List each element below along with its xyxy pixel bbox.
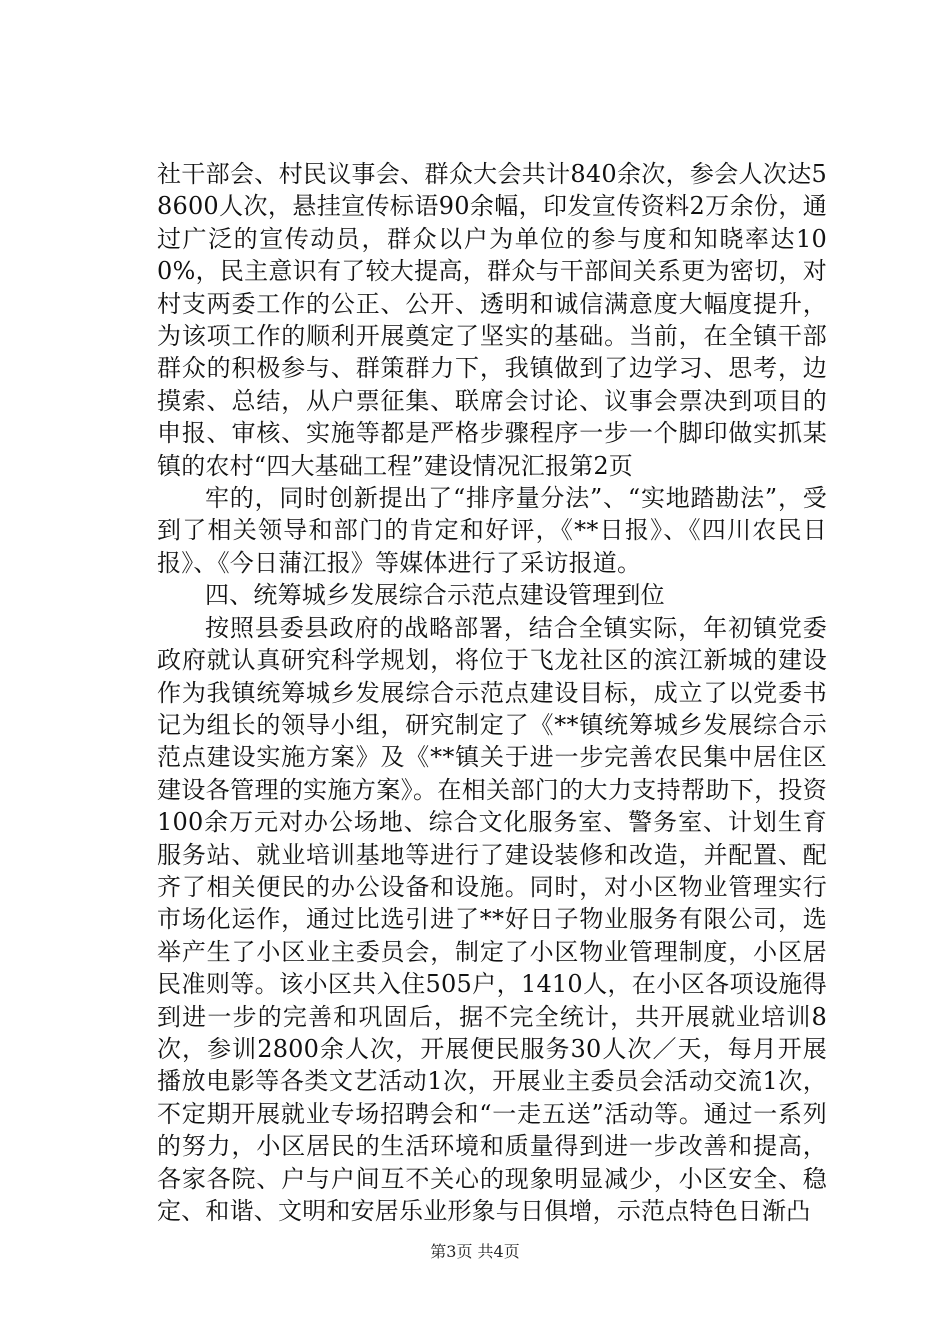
section-heading: 四、统筹城乡发展综合示范点建设管理到位: [205, 581, 665, 610]
document-body: [157, 158, 827, 1227]
page-footer: 第3页 共4页: [430, 1242, 520, 1261]
paragraph-1: 社干部会、村民议事会、群众大会共计840余次，参会人次达58600人次，悬挂宣传标语90余幅，印发宣传资料2万余份，通过广泛的宣传动员，群众以户为单位的参与度和知晓率达100%，民主意识有了较大提高，群众与干部间关系更为密切，对村支两委工作的公正、公开、透明和诚信满意度大幅度提升，为该项工作的顺利开展奠定了坚实的基础。当前，在全镇干部群众的积极参与、群策群力下，我镇做到了边学习、思考，边摸索、总结，从户票征集、联席会讨论、议事会票决到项目的申报、审核、实施等都是严格步骤程序一步一个脚印做实抓某镇的农村“四大基础工程”建设情况汇报第2页: [157, 160, 827, 480]
paragraph-2: 牢的，同时创新提出了“排序量分法”、“实地踏勘法”，受到了相关领导和部门的肯定和好评，《**日报》、《四川农民日报》、《今日蒲江报》等媒体进行了采访报道。: [157, 484, 827, 577]
paragraph-3: 按照县委县政府的战略部署，结合全镇实际，年初镇党委政府就认真研究科学规划，将位于飞龙社区的滨江新城的建设作为我镇统筹城乡发展综合示范点建设目标，成立了以党委书记为组长的领导小组，研究制定了《**镇统筹城乡发展综合示范点建设实施方案》及《**镇关于进一步完善农民集中居住区建设各管理的实施方案》。在相关部门的大力支持帮助下，投资100余万元对办公场地、综合文化服务室、警务室、计划生育服务站、就业培训基地等进行了建设装修和改造，并配置、配齐了相关便民的办公设备和设施。同时，对小区物业管理实行市场化运作，通过比选引进了**好日子物业服务有限公司，选举产生了小区业主委员会，制定了小区物业管理制度，小区居民准则等。该小区共入住505户，1410人，在小区各项设施得到进一步的完善和巩固后，据不完全统计，共开展就业培训8次，参训2800余人次，开展便民服务30人次／天，每月开展播放电影等各类文艺活动1次，开展业主委员会活动交流1次，不定期开展就业专场招聘会和“一走五送”活动等。通过一系列的努力，小区居民的生活环境和质量得到进一步改善和提高，各家各院、户与户间互不关心的现象明显减少，小区安全、稳定、和谐、文明和安居乐业形象与日俱增，示范点特色日渐凸: [157, 613, 827, 1225]
